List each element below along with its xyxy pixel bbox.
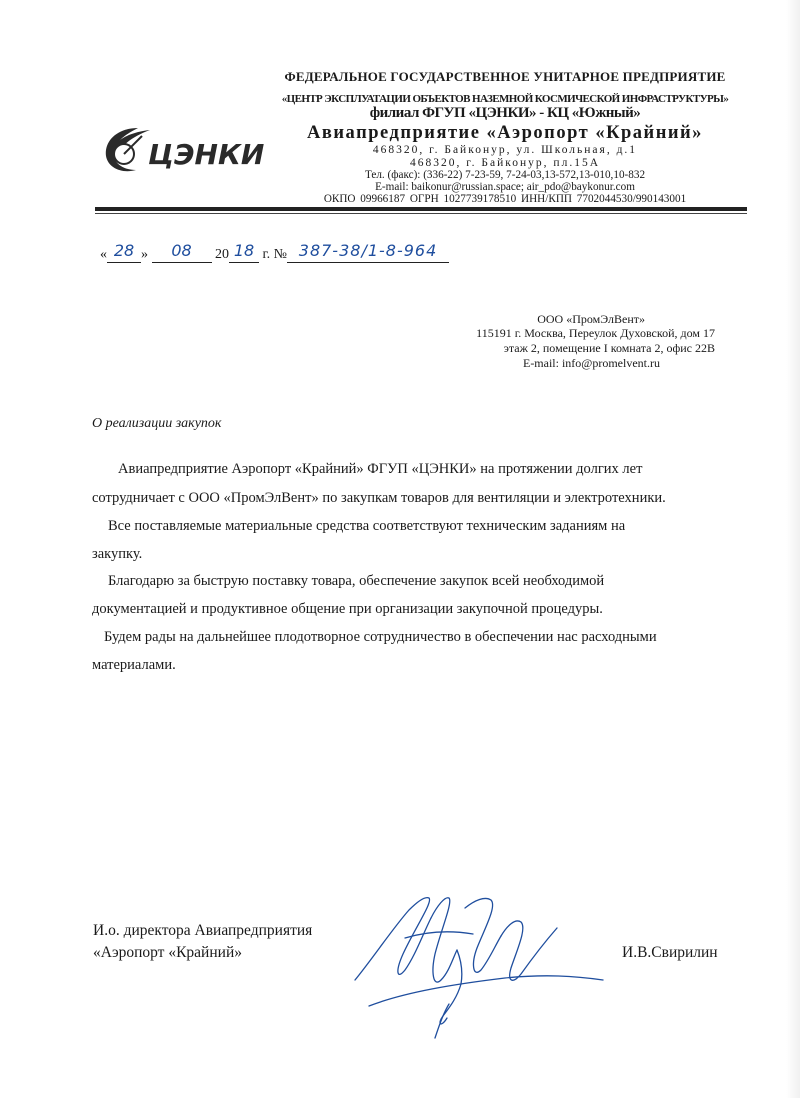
tsenki-logo <box>98 120 273 180</box>
recipient-address-1: 115191 г. Москва, Переулок Духовской, дом 17 <box>476 326 715 340</box>
letterhead-codes: ОКПО 09966187 ОГРН 1027739178510 ИНН/КПП 7702044530/990143001 <box>323 193 687 205</box>
signer-title-line-2: «Аэропорт «Крайний» <box>93 944 242 961</box>
body-line: сотрудничает с ООО «ПромЭлВент» по закупкам товаров для вентиляции и электротехники. <box>92 490 666 506</box>
recipient-email: E-mail: info@promelvent.ru <box>522 356 660 370</box>
letter-subject: О реализации закупок <box>92 416 222 431</box>
letterhead-rule-thin <box>95 213 747 214</box>
recipient-name: ООО «ПромЭлВент» <box>537 312 645 326</box>
body-line: Все поставляемые материальные средства соответствуют техническим заданиям на <box>108 518 626 534</box>
page-edge-shadow <box>786 0 800 1098</box>
body-line: материалами. <box>92 657 176 673</box>
handwritten-signature <box>345 888 615 1048</box>
letterhead-branch: филиал ФГУП «ЦЭНКИ» - КЦ «Южный» <box>369 105 641 121</box>
letterhead-rule-thick <box>95 207 747 211</box>
logo-text: ЦЭНКИ <box>148 138 265 171</box>
body-line: Благодарю за быструю поставку товара, обеспечение закупок всей необходимой <box>108 573 605 589</box>
body-line: документацией и продуктивное общение при организации закупочной процедуры. <box>92 601 603 617</box>
date-open-quote: « <box>100 247 107 262</box>
signer-name: И.В.Свирилин <box>622 944 718 961</box>
letterhead-address-2: 468320, г. Байконур, пл.15А <box>409 157 600 169</box>
date-year-field: 18 <box>229 244 259 263</box>
signer-title-line-1: И.о. директора Авиапредприятия <box>93 922 313 939</box>
letterhead-enterprise: Авиапредприятие «Аэропорт «Крайний» <box>307 123 703 143</box>
body-line: Будем рады на дальнейшее плодотворное сотрудничество в обеспечении нас расходными <box>104 629 657 645</box>
letterhead-address-1: 468320, г. Байконур, ул. Школьная, д.1 <box>372 144 638 156</box>
recipient-address-2: этаж 2, помещение I комната 2, офис 22В <box>503 341 715 355</box>
letterhead-org-full-name: «ЦЕНТР ЭКСПЛУАТАЦИИ ОБЪЕКТОВ НАЗЕМНОЙ КОСМИЧЕСКОЙ ИНФРАСТРУКТУРЫ» <box>281 93 729 105</box>
date-month-field: 08 <box>152 244 212 263</box>
date-city-number-label: г. № <box>262 247 288 262</box>
letterhead-email: E-mail: baikonur@russian.space; air_pdo@baykonur.com <box>375 181 635 193</box>
date-number-line <box>100 241 449 263</box>
date-close-quote: » <box>141 247 148 262</box>
date-day-field: 28 <box>107 244 141 263</box>
letterhead-org-type: ФЕДЕРАЛЬНОЕ ГОСУДАРСТВЕННОЕ УНИТАРНОЕ ПРЕДПРИЯТИЕ <box>284 69 726 84</box>
document-number-field: 387-38/1-8-964 <box>287 244 449 263</box>
letterhead-phone: Тел. (факс): (336-22) 7-23-59, 7-24-03,13-572,13-010,10-832 <box>364 169 646 181</box>
date-year-prefix: 20 <box>215 247 229 262</box>
body-line: закупку. <box>92 546 143 562</box>
body-line: Авиапредприятие Аэропорт «Крайний» ФГУП «ЦЭНКИ» на протяжении долгих лет <box>118 461 643 477</box>
